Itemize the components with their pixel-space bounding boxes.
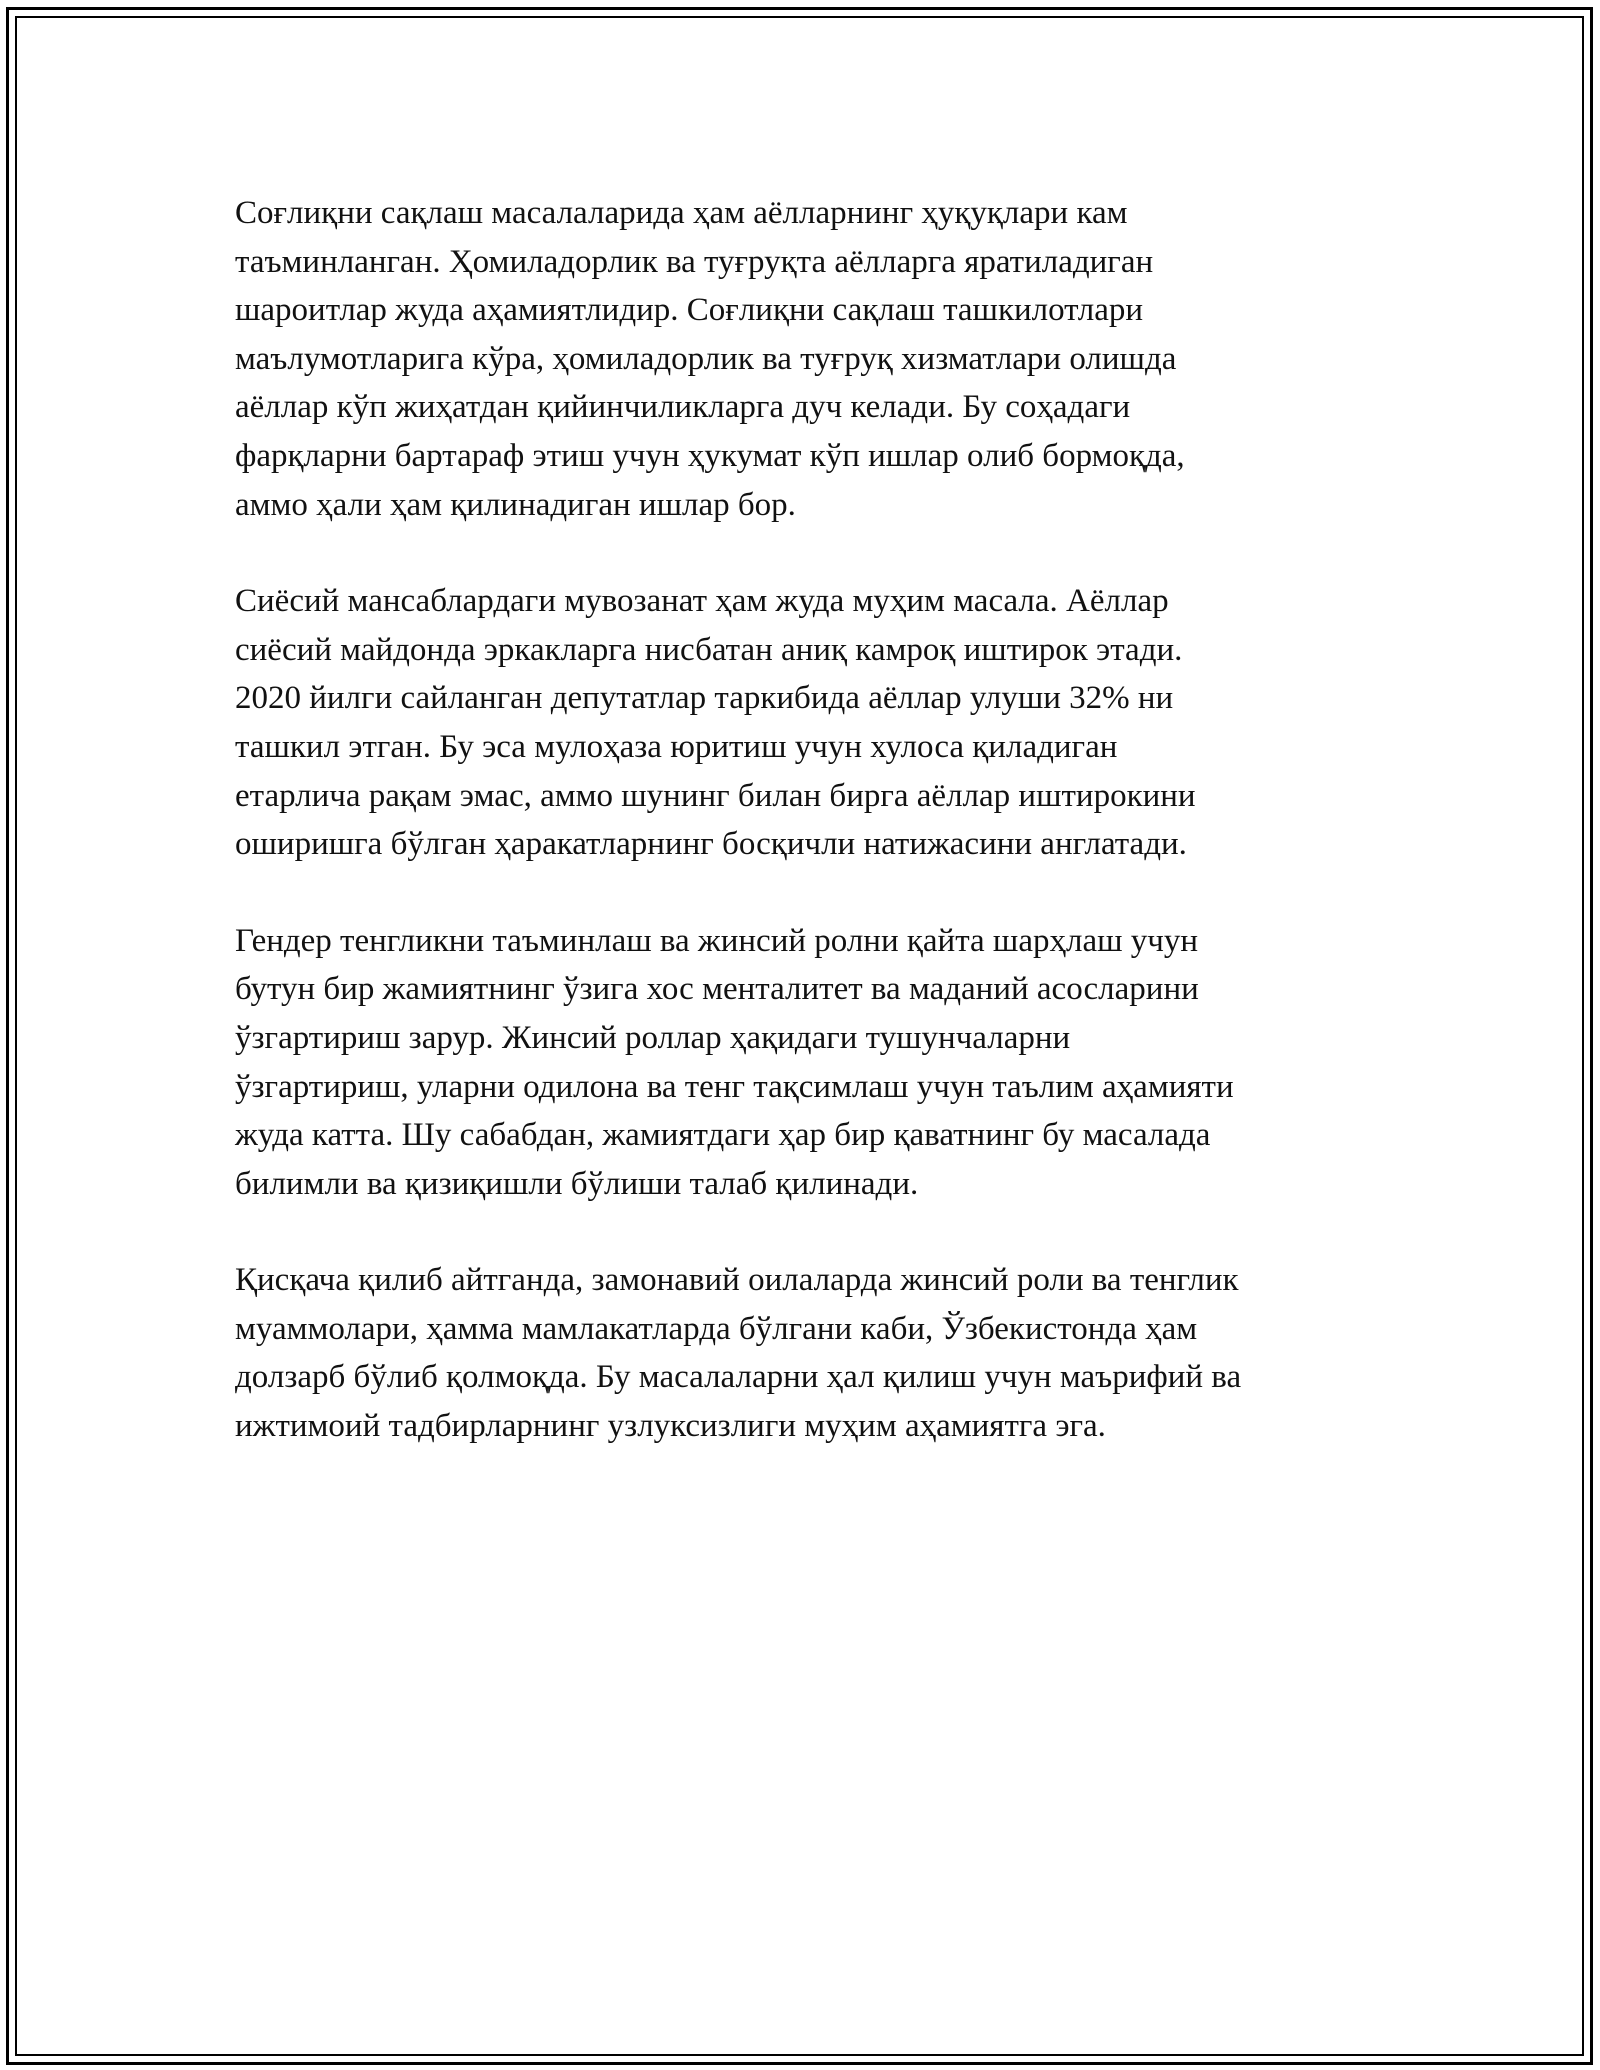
document-body xyxy=(235,189,1365,1499)
paragraph-healthcare: Соғлиқни сақлаш масалаларида ҳам аёлларнинг ҳуқуқлари кам таъминланган. Ҳомиладорлик ва туғруқта аёлларга яратиладиган шароитлар жуда аҳамиятлидир. Соғлиқни сақлаш ташкилотлари маълумотларига кўра, ҳомиладорлик ва туғруқ хизматлари олишда аёллар кўп жиҳатдан қийинчиликларга дуч келади. Бу соҳадаги фарқларни бартараф этиш учун ҳукумат кўп ишлар олиб бормоқда, аммо ҳали ҳам қилинадиган ишлар бор. xyxy=(235,195,1185,523)
paragraph-gender-equality: Гендер тенгликни таъминлаш ва жинсий ролни қайта шарҳлаш учун бутун бир жамиятнинг ўзига хос менталитет ва маданий асосларини ўзгартириш зарур. Жинсий роллар ҳақидаги тушунчаларни ўзгартириш, уларни одилона ва тенг тақсимлаш учун таълим аҳамияти жуда катта. Шу сабабдан, жамиятдаги ҳар бир қаватнинг бу масалада билимли ва қизиқишли бўлиши талаб қилинади. xyxy=(235,922,1234,1202)
paragraph-conclusion: Қисқача қилиб айтганда, замонавий оилаларда жинсий роли ва тенглик муаммолари, ҳамма мамлакатларда бўлгани каби, Ўзбекистонда ҳам долзарб бўлиб қолмоқда. Бу масалаларни ҳал қилиш учун маърифий ва ижтимоий тадбирларнинг узлуксизлиги муҳим аҳамиятга эга. xyxy=(235,1262,1242,1445)
paragraph-political-balance: Сиёсий мансаблардаги мувозанат ҳам жуда муҳим масала. Аёллар сиёсий майдонда эркакларга нисбатан аниқ камроқ иштирок этади. 2020 йилги сайланган депутатлар таркибида аёллар улуши 32% ни ташкил этган. Бу эса мулоҳаза юритиш учун хулоса қиладиган етарлича рақам эмас, аммо шунинг билан бирга аёллар иштирокини оширишга бўлган ҳаракатларнинг босқичли натижасини англатади. xyxy=(235,583,1196,863)
